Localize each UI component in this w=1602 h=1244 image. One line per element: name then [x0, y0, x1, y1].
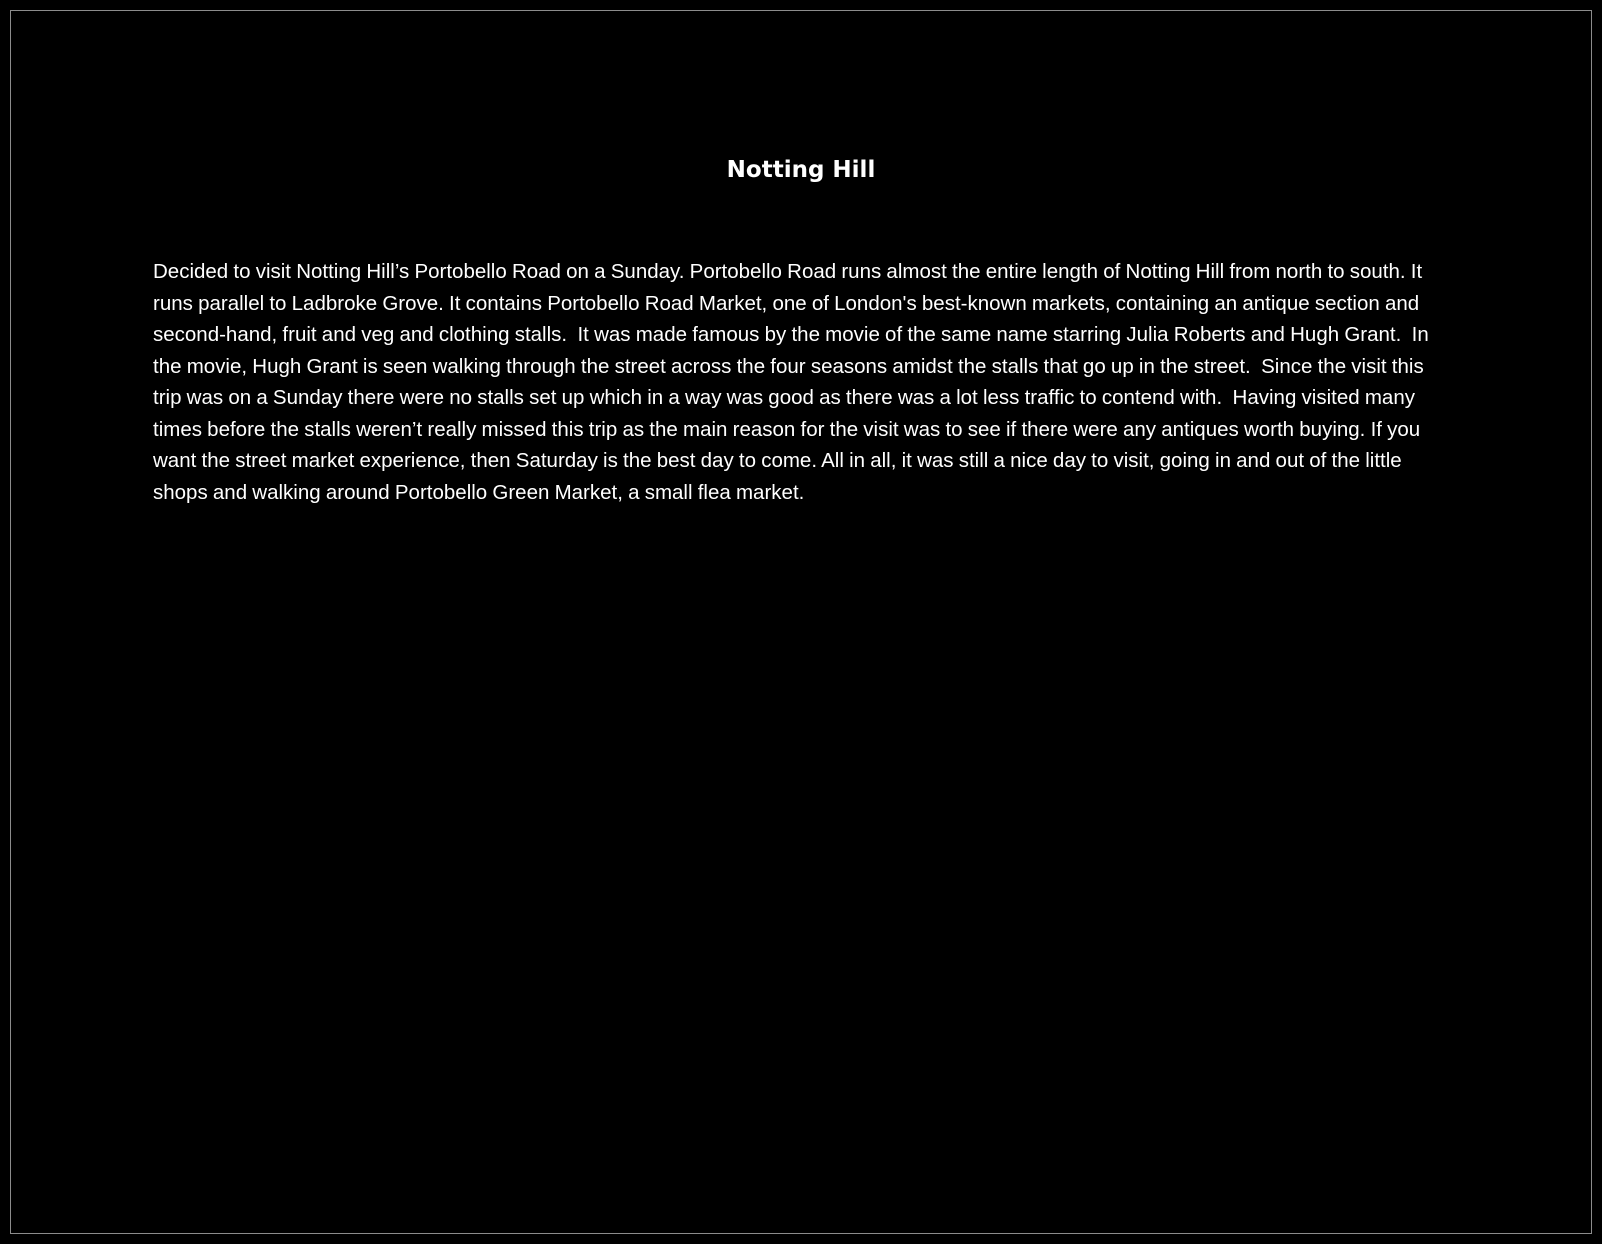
body-paragraph: Decided to visit Notting Hill’s Portobello Road on a Sunday. Portobello Road runs almost the entire length of Notting Hill from north to south. It runs parallel to Ladbroke Grove. It contains Portobello Road Market, one of London's best-known markets, containing an antique section and second-hand, fruit and veg and clothing stalls. It was made famous by the movie of the same name starring Julia Roberts and Hugh Grant. In the movie, Hugh Grant is seen walking through the street across the four seasons amidst the stalls that go up in the street. Since the visit this trip was on a Sunday there were no stalls set up which in a way was good as there was a lot less traffic to contend with. Having visited many times before the stalls weren’t really missed this trip as the main reason for the visit was to see if there were any antiques worth buying. If you want the street market experience, then Saturday is the best day to come. All in all, it was still a nice day to visit, going in and out of the little shops and walking around Portobello Green Market, a small flea market.	[153, 260, 1434, 504]
page-title: Notting Hill	[726, 157, 876, 183]
document-frame	[10, 10, 1592, 1234]
